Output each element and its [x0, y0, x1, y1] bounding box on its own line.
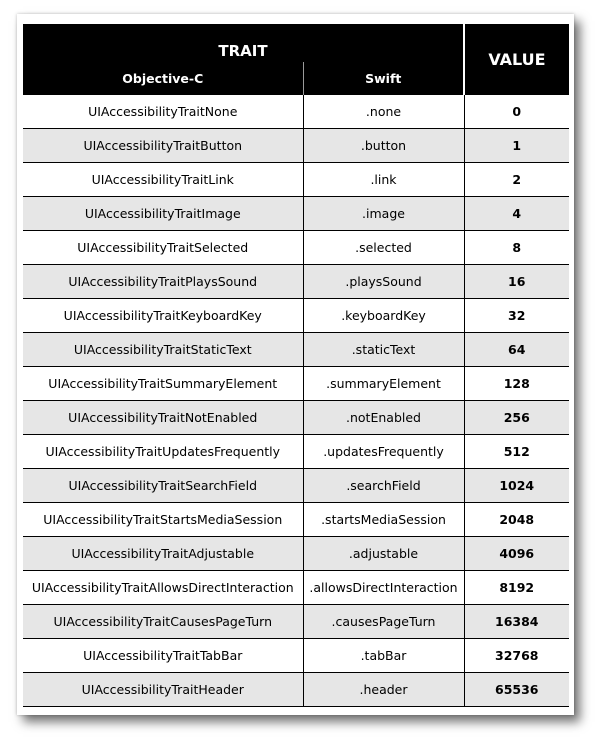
objc-cell: UIAccessibilityTraitAllowsDirectInteraction	[23, 571, 303, 605]
value-cell: 2	[464, 163, 569, 197]
swift-column-header: Swift	[303, 62, 464, 95]
swift-cell: .staticText	[303, 333, 464, 367]
table-row	[23, 605, 569, 639]
table-row	[23, 129, 569, 163]
table-row	[23, 197, 569, 231]
swift-cell: .tabBar	[303, 639, 464, 673]
swift-cell: .image	[303, 197, 464, 231]
objc-cell: UIAccessibilityTraitNotEnabled	[23, 401, 303, 435]
table-row	[23, 231, 569, 265]
swift-cell: .updatesFrequently	[303, 435, 464, 469]
table-row	[23, 469, 569, 503]
table-row	[23, 95, 569, 129]
objc-cell: UIAccessibilityTraitKeyboardKey	[23, 299, 303, 333]
objc-cell: UIAccessibilityTraitPlaysSound	[23, 265, 303, 299]
objc-cell: UIAccessibilityTraitSummaryElement	[23, 367, 303, 401]
swift-cell: .summaryElement	[303, 367, 464, 401]
table-row	[23, 435, 569, 469]
value-cell: 4	[464, 197, 569, 231]
swift-cell: .causesPageTurn	[303, 605, 464, 639]
swift-cell: .allowsDirectInteraction	[303, 571, 464, 605]
table-row	[23, 163, 569, 197]
swift-cell: .selected	[303, 231, 464, 265]
table-header	[23, 24, 569, 95]
objc-cell: UIAccessibilityTraitSearchField	[23, 469, 303, 503]
value-cell: 16384	[464, 605, 569, 639]
swift-cell: .startsMediaSession	[303, 503, 464, 537]
objc-cell: UIAccessibilityTraitHeader	[23, 673, 303, 707]
objc-cell: UIAccessibilityTraitStartsMediaSession	[23, 503, 303, 537]
value-cell: 64	[464, 333, 569, 367]
table-row	[23, 503, 569, 537]
table-row	[23, 299, 569, 333]
objc-cell: UIAccessibilityTraitButton	[23, 129, 303, 163]
swift-cell: .link	[303, 163, 464, 197]
value-header: VALUE	[464, 24, 569, 95]
objc-cell: UIAccessibilityTraitCausesPageTurn	[23, 605, 303, 639]
value-cell: 32	[464, 299, 569, 333]
table-row	[23, 265, 569, 299]
table-row	[23, 537, 569, 571]
value-cell: 65536	[464, 673, 569, 707]
objc-cell: UIAccessibilityTraitStaticText	[23, 333, 303, 367]
value-cell: 32768	[464, 639, 569, 673]
table-row	[23, 571, 569, 605]
value-cell: 0	[464, 95, 569, 129]
swift-cell: .none	[303, 95, 464, 129]
swift-cell: .adjustable	[303, 537, 464, 571]
value-cell: 8	[464, 231, 569, 265]
value-cell: 4096	[464, 537, 569, 571]
objc-cell: UIAccessibilityTraitUpdatesFrequently	[23, 435, 303, 469]
objc-column-header: Objective-C	[23, 62, 303, 95]
table-card	[17, 14, 574, 715]
objc-cell: UIAccessibilityTraitAdjustable	[23, 537, 303, 571]
objc-cell: UIAccessibilityTraitLink	[23, 163, 303, 197]
value-cell: 16	[464, 265, 569, 299]
table-row	[23, 401, 569, 435]
table-row	[23, 673, 569, 707]
value-cell: 1	[464, 129, 569, 163]
value-cell: 128	[464, 367, 569, 401]
value-cell: 2048	[464, 503, 569, 537]
value-cell: 256	[464, 401, 569, 435]
swift-cell: .header	[303, 673, 464, 707]
swift-cell: .keyboardKey	[303, 299, 464, 333]
table-row	[23, 333, 569, 367]
swift-cell: .notEnabled	[303, 401, 464, 435]
objc-cell: UIAccessibilityTraitTabBar	[23, 639, 303, 673]
value-cell: 512	[464, 435, 569, 469]
table-body	[23, 95, 569, 707]
accessibility-traits-table	[23, 24, 569, 707]
swift-cell: .playsSound	[303, 265, 464, 299]
swift-cell: .searchField	[303, 469, 464, 503]
trait-header: TRAIT	[23, 24, 464, 62]
value-cell: 1024	[464, 469, 569, 503]
value-cell: 8192	[464, 571, 569, 605]
objc-cell: UIAccessibilityTraitSelected	[23, 231, 303, 265]
swift-cell: .button	[303, 129, 464, 163]
table-row	[23, 639, 569, 673]
objc-cell: UIAccessibilityTraitImage	[23, 197, 303, 231]
objc-cell: UIAccessibilityTraitNone	[23, 95, 303, 129]
table-row	[23, 367, 569, 401]
